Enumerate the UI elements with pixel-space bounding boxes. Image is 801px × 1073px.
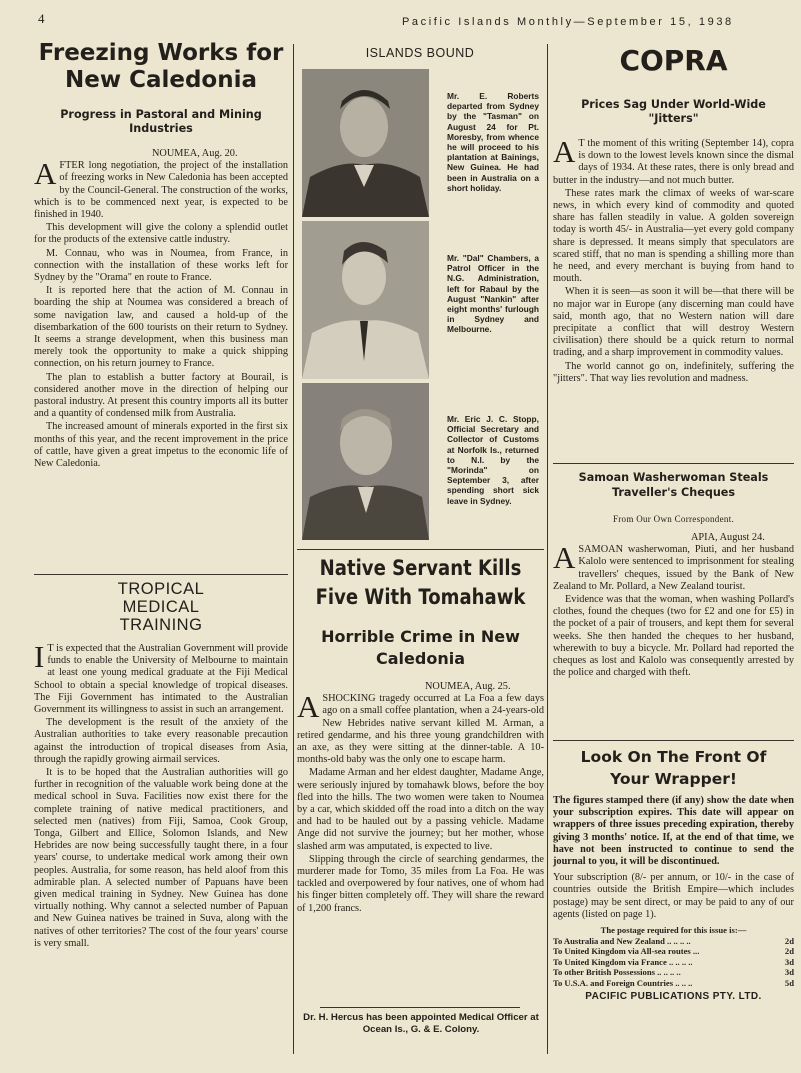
postage-row: To U.S.A. and Foreign Countries .. .. .. 5d [553,977,794,988]
freezing-p5: The plan to establish a butter factory at Bourail, is considered another move in the direction of helping our pastoral industry. At present this country imports all its butter and a quantity of condensed milk from Australia. [34,371,288,420]
copra-subtitle: Prices Sag Under World-Wide "Jitters" [581,98,766,125]
caption-roberts: Mr. E. Roberts departed from Sydney by the "Tasman" on August 24 for Pt. Moresby, from whence he will proceed to his plantation at Bainings, New Guinea. He had been in Australia on a short holiday. [447,91,539,193]
postage-row: To United Kingdom via France .. .. .. .. 3d [553,956,794,967]
caption-chambers: Mr. "Dal" Chambers, a Patrol Officer in the N.G. Administration, left for Rabaul by the August "Nankin" after eight months' furlough in Sydney and Melbourne. [447,253,539,335]
samoan-title: Samoan Washerwoman Steals Traveller's Cheques [578,471,769,499]
tropical-body [34,639,288,950]
freezing-p3: M. Connau, who was in Noumea, from France, in connection with the installation of these works left for Sydney by the "Orama" en route to France. [34,247,288,284]
portrait-photo-stopp [302,383,429,540]
wrapper-sub-text: Your subscription (8/- per annum, or 10/- in the case of countries outside the British Empire—which includes postage) may be sent direct, or may be paid to any of our agents (listed on page 1). [553,872,794,920]
tropical-p1: T is expected that the Australian Government will provide funds to enable the University of Melbourne to maintain at least one young medical graduate at the Fiji Medical School to obtain a special knowledge of tropical diseases. The Fiji Government has intimated to the Australian Government its willingness to assist in such an arrangement. [34,643,288,716]
portrait-photo-roberts [302,69,429,217]
page-number: 4 [38,11,45,26]
postage-row: To United Kingdom via All-sea routes ... 2d [553,946,794,957]
wrapper-bold-text: The figures stamped there (if any) show the date when your subscription expires. This date will appear on wrappers of three issues preceding expiration, thereby giving 3 months' notice. If, at the end of that time, we have not been instructed to continue to send the journal to you, it will be discontinued. [553,795,794,868]
tropical-p2: The development is the result of the anxiety of the Australian authorities to take every reasonable precaution against the introduction of tropical diseases from Asia, through the rapidly growing airmail services. [34,717,288,765]
freezing-p6: The increased amount of minerals exported in the first six months of this year, and the recent improvement in the price of cattle, have given a great impetus to the economic life of New Caledonia. [34,421,288,470]
islands-bound-title: ISLANDS BOUND [365,46,475,60]
postage-row: To other British Possessions .. .. .. .. 3d [553,967,794,978]
samoan-dateline: APIA, August 24. [691,532,765,543]
postage-heading: The postage required for this issue is:— [600,925,747,936]
native-subtitle: Horrible Crime in New Caledonia [321,627,520,668]
rule-right-2 [553,740,794,741]
rule-mid-1 [297,549,544,550]
tropical-p3: It is to be hoped that the Australian authorities will go further in recognition of the valuable work being done at the medical school in Suva. Facilities now exist there for the complete training of native medical practitioners, and selected men (natives) from Fiji, Samoa, Cook Group, Tonga, Gilbert and Ellice, Solomon Islands, and New Hebrides are now being successfully taught there, in a four years' course, to undertake medical work among their own peoples. Australia, for some reason, has held aloof from this admirable plan. A selected number of Papuans have been given medical training in Sydney. New Guinea has done virtually nothing. Why cannot a selected number of Papuan and New Guinea natives be trained in Suva, along with the natives of other territories? The cost of the four years' course is very small. [34,767,288,949]
native-title: Native Servant Kills Five With Tomahawk [315,556,526,609]
copra-title: COPRA [619,44,728,77]
rule-mid-2 [320,1007,520,1008]
freezing-works-subtitle: Progress in Pastoral and Mining Industries [60,108,262,135]
copra-dropcap: A [553,134,576,169]
samoan-p2: Evidence was that the woman, when washing Pollard's clothes, found the cheques (two for £2 and one for £5) in the pocket of a pair of trousers, and kept them for several weeks. She then handed the cheques to her husband, wherewith to buy a bicycle. Mr. Pollard had reported the cheques as lost and Kalolo was consequently arrested by the police and charged with theft. [553,594,794,679]
freezing-works-article [34,40,288,471]
samoan-source: From Our Own Correspondent. [612,514,735,524]
copra-p1: T the moment of this writing (September 14), copra is down to the lowest levels known since the dismal days of 1934. At these rates, there is only bread and butter in the industry—and not much butter. [553,138,794,186]
copra-p2: These rates mark the climax of weeks of war-scare news, in which every kind of commodity and quoted share has fallen steadily in value. A golden sovereign today is worth 45/- in Australia—yet every gold company share is depressed. It means simply that speculators are scared stiff, that no man is spending a shilling more than he need, and every merchant is buying from hand to mouth. [553,187,794,285]
native-dateline: NOUMEA, Aug. 25. [425,681,511,692]
hercus-note: Dr. H. Hercus has been appointed Medical Officer at Ocean Is., G. & E. Colony. [303,1012,539,1035]
freezing-dateline: NOUMEA, Aug. 20. [152,148,238,159]
tropical-dropcap: I [34,639,45,674]
freezing-p1: FTER long negotiation, the project of the installation of freezing works in New Caledonia has been accepted by the Council-General. The construction of the works, which is to be commenced next year, is expected to be finished in 1940. [34,160,288,221]
wrapper-notice [553,746,794,1002]
copra-p3: When it is seen—as soon it will be—that there will be no major war in Europe (any discerning man could have said, month ago, that no Western nation will dare precipitate a conflict that will destroy Western civilisation) there should be a quick return to normal trading, and a sharp improvement in commodity values. [553,286,794,359]
wrapper-title: Look On The Front Of Your Wrapper! [580,748,767,788]
native-dropcap: A [297,689,320,725]
caption-stopp: Mr. Eric J. C. Stopp, Official Secretary and Collector of Customs at Norfolk Is., returned to N.I. by the "Morinda" on September 3, after spending short sick leave in Sydney. [447,414,539,506]
native-p1: SHOCKING tragedy occurred at La Foa a few days ago on a small coffee plantation, when a 24-years-old New Hebrides native servant killed M. Arman, a retired gendarme, and his three young grandchildren with an axe, as they were sitting at the dinner-table. A 10-months-old baby was the only one to escape harm. [297,693,544,766]
column-rule-left [293,44,294,1054]
portrait-photo-chambers [302,221,429,379]
copra-p4: The world cannot go on, indefinitely, suffering the "jitters". That way lies revolution and madness. [553,360,794,384]
tropical-medical-article [34,580,288,951]
native-body [297,681,544,915]
native-p3: Slipping through the circle of searching gendarmes, the murderer made for Tomo, 35 miles from La Foa. He was tackled and overpowered by four natives, one of whom had his finger bitten completely off. They will share the reward of 1,200 francs. [297,853,544,914]
native-p2: Madame Arman and her eldest daughter, Madame Ange, were seriously injured by tomahawk blows, before the boy fled into the hills. The two women were taken to Noumea by a car, which skidded off the road into a ditch on the way and had to be hauled out by a passing vehicle. Madame Ange did not survive the journey; but her mother, whose slashed arm was amputated, is expected to live. [297,767,544,852]
copra-article [553,44,794,386]
publisher-name: PACIFIC PUBLICATIONS PTY. LTD. [585,991,762,1003]
samoan-p1: SAMOAN washerwoman, Piuti, and her husband Kalolo were sentenced to imprisonment for stealing travellers' cheques, issued by the Bank of New Zealand to Mr. Pollard, a New Zealand tourist. [553,544,794,592]
samoan-body [553,532,794,679]
rule-right-1 [553,463,794,464]
copra-body [553,134,794,385]
column-rule-right [547,44,548,1054]
tropical-title: TROPICAL MEDICAL TRAINING [117,580,205,634]
samoan-article [553,470,794,680]
freezing-p4: It is reported here that the action of M. Connau in boarding the ship at Noumea was considered a breach of some navigation law, and caused a hold-up of the disembarkation of the 600 tourists on their return to Sydney. It seems a strange development, when this business man merely took the opportunity to make a quick shipping connection, on his return journey to France. [34,285,288,370]
freezing-dropcap: A [34,156,57,192]
samoan-dropcap: A [553,540,576,576]
native-servant-article [297,554,544,916]
publication-header: Pacific Islands Monthly—September 15, 1938 [402,16,734,28]
rule-left-1 [34,574,288,575]
freezing-works-title: Freezing Works for New Caledonia [38,40,284,93]
freezing-works-body [34,148,288,470]
postage-row: To Australia and New Zealand .. .. .. .. 2d [553,936,794,947]
postage-rates [553,936,794,988]
freezing-p2: This development will give the colony a splendid outlet for the products of the extensive cattle industry. [34,222,288,246]
